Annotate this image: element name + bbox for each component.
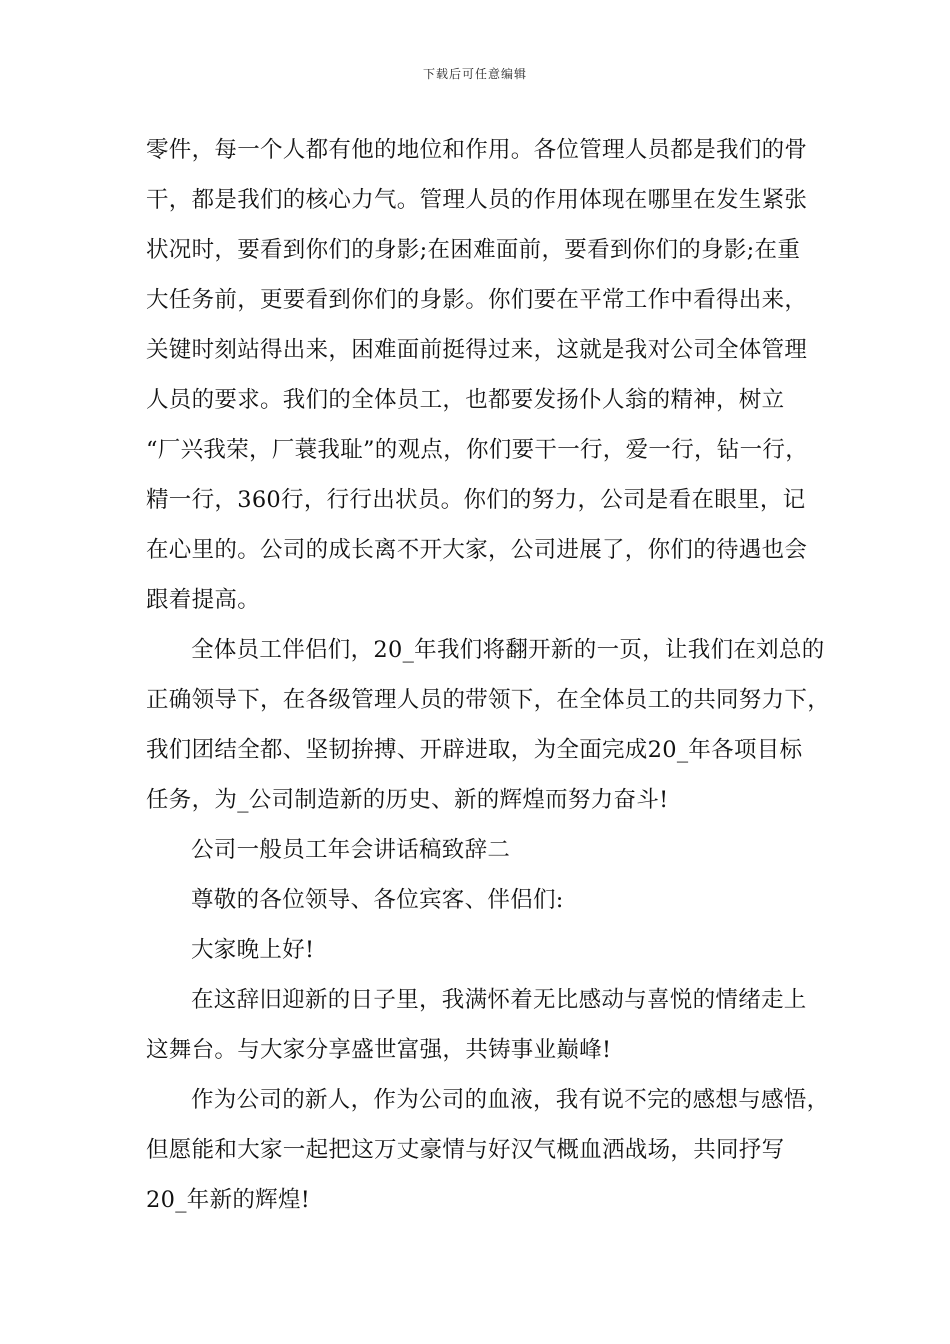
body-line: 我们团结全都、坚韧拚搏、开辟进取，为全面完成20_年各项目标: [146, 737, 803, 763]
body-line: 正确领导下，在各级管理人员的带领下，在全体员工的共同努力下，: [146, 687, 831, 713]
salutation: 尊敬的各位领导、各位宾客、伴侣们:: [191, 887, 564, 913]
body-line: 人员的要求。我们的全体员工，也都要发扬仆人翁的精神，树立: [146, 387, 785, 413]
body-line: 在心里的。公司的成长离不开大家，公司进展了，你们的待遇也会: [146, 537, 808, 563]
body-line: 精一行，360行，行行出状员。你们的努力，公司是看在眼里，记: [146, 487, 806, 513]
body-line: 跟着提高。: [146, 587, 261, 613]
body-line: 状况时，要看到你们的身影;在困难面前，要看到你们的身影;在重: [146, 237, 801, 263]
paragraph-first-line: 在这辞旧迎新的日子里，我满怀着无比感动与喜悦的情绪走上: [191, 987, 807, 1013]
body-line: 关键时刻站得出来，困难面前挺得过来，这就是我对公司全体管理: [146, 337, 808, 363]
body-line: 零件，每一个人都有他的地位和作用。各位管理人员都是我们的骨: [146, 137, 808, 163]
paragraph-first-line: 全体员工伴侣们，20_年我们将翻开新的一页，让我们在刘总的: [191, 637, 825, 663]
paragraph-first-line: 作为公司的新人，作为公司的血液，我有说不完的感想与感悟，: [191, 1087, 830, 1113]
body-line: 任务，为_公司制造新的历史、新的辉煌而努力奋斗!: [146, 787, 669, 813]
body-line: 大任务前，更要看到你们的身影。你们要在平常工作中看得出来，: [146, 287, 808, 313]
page-header: 下载后可任意编辑: [422, 67, 527, 81]
body-line: 但愿能和大家一起把这万丈豪情与好汉气概血洒战场，共同抒写: [146, 1137, 785, 1163]
body-line: 干，都是我们的核心力气。管理人员的作用体现在哪里在发生紧张: [146, 187, 808, 213]
greeting: 大家晚上好!: [191, 937, 315, 963]
body-line: 20_年新的辉煌!: [146, 1187, 311, 1213]
body-line: “厂兴我荣，厂蓑我耻”的观点，你们要干一行，爱一行，钻一行，: [146, 437, 809, 463]
body-line: 这舞台。与大家分享盛世富强，共铸事业巅峰!: [146, 1037, 612, 1063]
section-title: 公司一般员工年会讲话稿致辞二: [191, 837, 511, 863]
